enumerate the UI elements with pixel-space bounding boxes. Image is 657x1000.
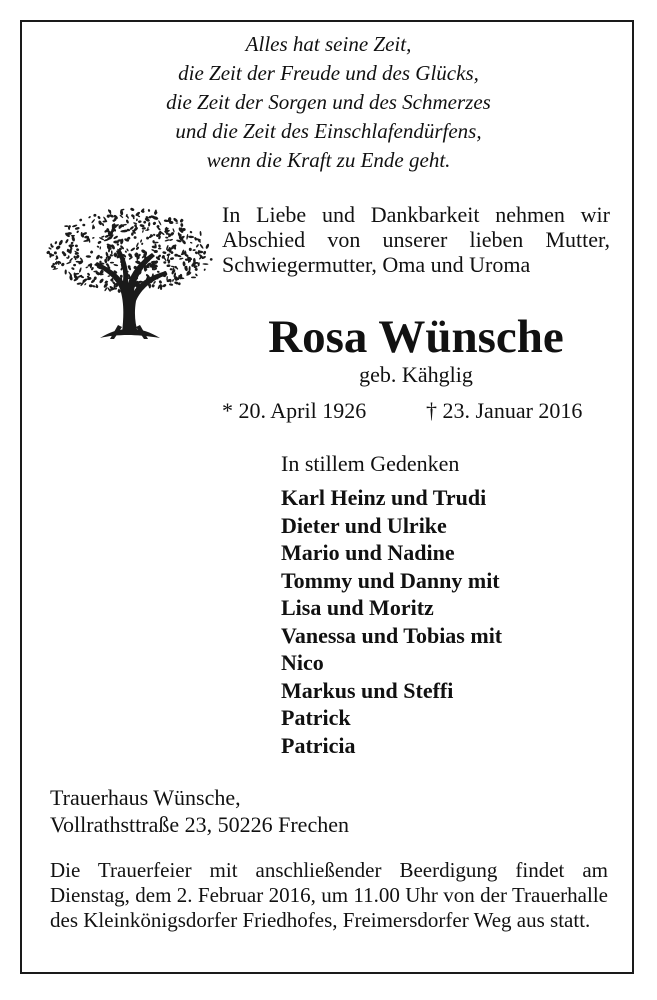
intro-text: In Liebe und Dankbarkeit nehmen wir Abschied von unserer lieben Mutter, Schwiegermutter, Oma und Uroma [222,202,610,277]
mourner-list [281,484,502,759]
mourner-name: Markus und Steffi [281,677,454,703]
death-date: † 23. Januar 2016 [426,398,583,423]
poem-line: die Zeit der Sorgen und des Schmerzes [166,90,491,114]
mourner-name: Tommy und Danny mit [281,567,500,593]
mourner-name: Patrick [281,705,351,730]
mourner-name: Karl Heinz und Trudi [281,485,487,510]
mourner-name: Patricia [281,732,356,758]
poem-line: die Zeit der Freude und des Glücks, [178,61,479,85]
maiden-name: geb. Kähglig [359,362,473,387]
mourner-name: Dieter und Ulrike [281,512,447,538]
memory-heading: In stillem Gedenken [281,451,460,476]
poem-line: Alles hat seine Zeit, [245,32,412,56]
deceased-name: Rosa Wünsche [268,311,564,363]
mourner-name: Lisa und Moritz [281,595,434,620]
poem [0,30,657,175]
mourning-house-address [50,784,349,838]
mourner-name: Vanessa und Tobias mit [281,622,503,648]
address-line: Vollrathsttraße 23, 50226 Frechen [50,812,349,837]
poem-line: wenn die Kraft zu Ende geht. [206,148,451,172]
service-details: Die Trauerfeier mit anschließender Beerdigung findet am Dienstag, dem 2. Februar 2016, um 11.00 Uhr von der Trauerhalle des Kleinkönigsdorfer Friedhofes, Freimersdorfer Weg aus statt. [50,858,608,932]
mourner-name: Nico [281,650,324,675]
birth-date: * 20. April 1926 [222,398,367,423]
poem-line: und die Zeit des Einschlafendürfens, [175,119,482,143]
address-line: Trauerhaus Wünsche, [50,785,241,810]
mourner-name: Mario und Nadine [281,540,455,565]
tree-icon [44,205,214,353]
